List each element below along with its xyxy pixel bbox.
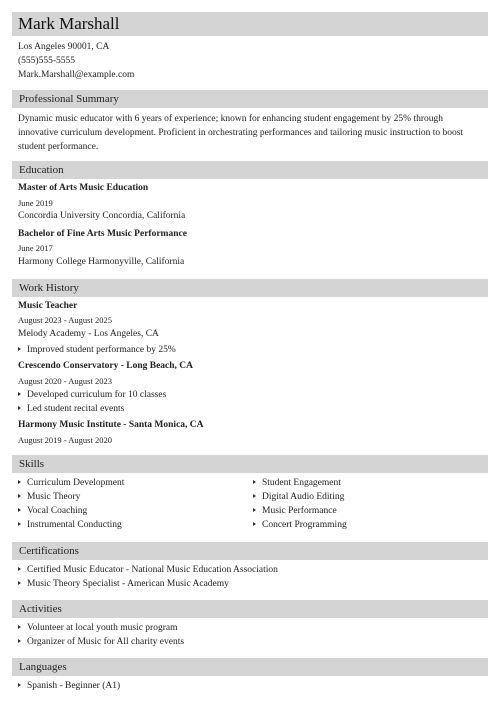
bullet-icon: [18, 567, 21, 571]
bullet-icon: [18, 581, 21, 585]
contact-phone: (555)555-5555: [18, 56, 75, 66]
bullet-icon: [18, 625, 21, 629]
bullet-icon: [18, 406, 21, 410]
education-school: Concordia University Concordia, California: [18, 211, 186, 221]
section-header-activities: Activities: [12, 600, 488, 618]
job-title: Music Teacher: [18, 301, 78, 311]
education-date: June 2017: [18, 243, 53, 253]
job-dates: August 2019 - August 2020: [18, 435, 112, 445]
skill-item: Student Engagement: [253, 478, 341, 488]
language-item: Spanish - Beginner (A1): [18, 681, 120, 691]
bullet-icon: [253, 480, 256, 484]
certification-item: Certified Music Educator - National Music Education Association: [18, 565, 278, 575]
contact-address: Los Angeles 90001, CA: [18, 42, 110, 52]
section-header-work: Work History: [12, 279, 488, 297]
job-bullet: Led student recital events: [18, 404, 124, 414]
section-header-certifications: Certifications: [12, 542, 488, 560]
skill-item: Music Performance: [253, 506, 337, 516]
certification-item: Music Theory Specialist - American Music Academy: [18, 579, 229, 589]
section-header-education: Education: [12, 161, 488, 179]
bullet-icon: [18, 522, 21, 526]
skill-item: Music Theory: [18, 492, 80, 502]
bullet-icon: [18, 639, 21, 643]
activity-item: Volunteer at local youth music program: [18, 623, 177, 633]
job-title: Harmony Music Institute - Santa Monica, CA: [18, 420, 204, 430]
job-dates: August 2023 - August 2025: [18, 315, 112, 325]
bullet-icon: [253, 494, 256, 498]
job-dates: August 2020 - August 2023: [18, 376, 112, 386]
job-bullet: Improved student performance by 25%: [18, 345, 176, 355]
activity-item: Organizer of Music for All charity events: [18, 637, 184, 647]
job-title: Crescendo Conservatory - Long Beach, CA: [18, 361, 194, 371]
bullet-icon: [18, 392, 21, 396]
education-date: June 2019: [18, 198, 53, 208]
section-header-skills: Skills: [12, 455, 488, 473]
bullet-icon: [18, 480, 21, 484]
skill-item: Vocal Coaching: [18, 506, 87, 516]
section-header-languages: Languages: [12, 658, 488, 676]
education-school: Harmony College Harmonyville, California: [18, 257, 185, 267]
bullet-icon: [18, 347, 21, 351]
bullet-icon: [18, 508, 21, 512]
name-header: Mark Marshall: [12, 12, 488, 36]
bullet-icon: [18, 683, 21, 687]
contact-email: Mark.Marshall@example.com: [18, 70, 135, 80]
bullet-icon: [18, 494, 21, 498]
summary-text: Dynamic music educator with 6 years of experience; known for enhancing student engagement by 25% through innovative curriculum development. Proficient in orchestrating performances and tailoring music instruction to boost student performance.: [18, 114, 464, 152]
section-header-summary: Professional Summary: [12, 90, 488, 108]
education-degree: Master of Arts Music Education: [18, 183, 149, 193]
bullet-icon: [253, 522, 256, 526]
job-bullet: Developed curriculum for 10 classes: [18, 390, 166, 400]
bullet-icon: [253, 508, 256, 512]
skill-item: Curriculum Development: [18, 478, 124, 488]
skill-item: Concert Programming: [253, 520, 347, 530]
job-place: Melody Academy - Los Angeles, CA: [18, 329, 159, 339]
skill-item: Instrumental Conducting: [18, 520, 122, 530]
skill-item: Digital Audio Editing: [253, 492, 344, 502]
education-degree: Bachelor of Fine Arts Music Performance: [18, 229, 187, 239]
